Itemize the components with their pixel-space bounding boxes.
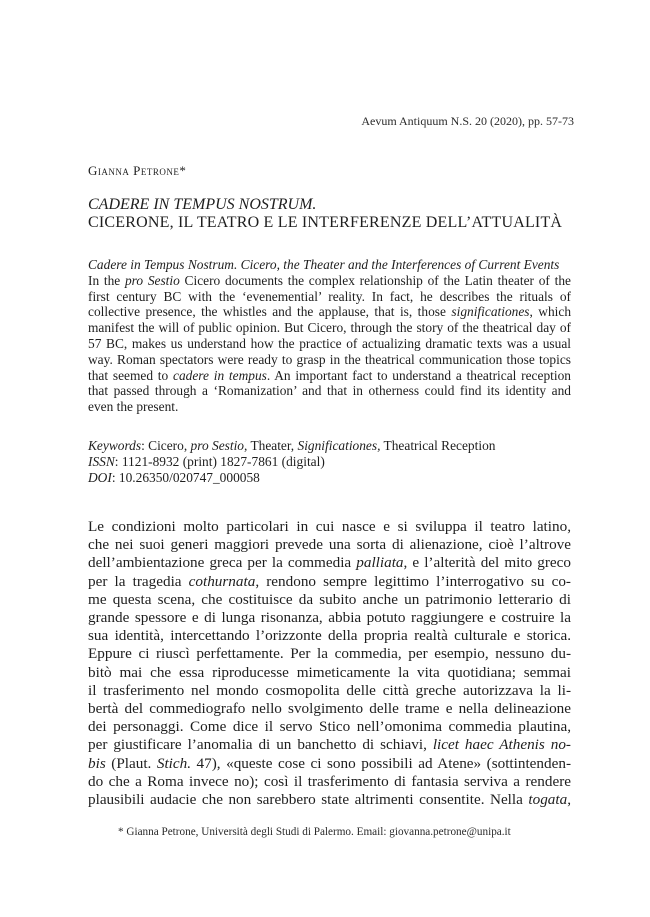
abstract-seg: , which manifest the will of public opinion. But Cicero, through the story of the theatrical day of 57 BC, makes us understand how the practice of actualizing dramatic texts was a usual way. Roman spectators were ready to grasp in the theatrical communication those topics that seemed to [88,304,572,383]
body-line: do che a Roma invece no); così il trasferimento di fantasia serviva a rendere [88,772,571,790]
abstract-seg: In the [88,272,125,288]
abstract-italic: cadere in tempus [173,367,267,383]
abstract-seg: Cicero documents the complex relationship of the Latin theater of the first century BC with the ‘evenemential’ reality. In fact, he describes the rituals of collective presence, the whistles and the applause, that is, those [88,272,571,320]
keywords-line [88,438,571,454]
keywords-seg: , Theater, [244,438,298,453]
doi-value: : 10.26350/020747_000058 [111,469,260,485]
abstract-text [88,273,571,414]
issn-label: ISSN [88,453,115,469]
body-seg: (Plaut. [105,754,157,772]
body-seg: , [567,791,571,809]
body-line: bertà del commediografo nello svolgimento delle trame e nella delineazione [88,700,571,718]
body-seg: per la tragedia [88,572,189,590]
body-line: dei personaggi. Come dice il servo Stico nell’omonima commedia plautina, [88,718,571,736]
body-seg: plausibili audacie che non sarebbero state altrimenti consentite. Nella [88,791,529,809]
keywords-seg: Theatrical Reception [380,438,496,453]
body-italic: palliata [356,554,404,572]
body-line: grande spessore e di lunga risonanza, abbia potuto raggiungere e costruire la [88,609,571,627]
body-line: sua identità, intercettando l’orizzonte della propria realtà culturale e storica. [88,627,571,645]
abstract-italic: pro Sestio [124,272,180,288]
issn-line [88,454,571,470]
keywords-italic: pro Sestio [190,438,244,453]
article-metadata [88,438,571,485]
body-line [88,573,571,591]
body-line: bitò mai che essa riproducesse mimeticamente la vita quotidiana; semmai [88,663,571,681]
issn-value: : 1121-8932 (print) 1827-7861 (digital) [114,453,325,469]
body-seg: 47), «queste cose ci sono possibili ad Atene» (sottintenden- [191,754,571,772]
keywords-label: Keywords [88,438,142,453]
body-seg: , rendono sempre legittimo l’interrogativo su co- [255,572,571,590]
body-line: che nei suoi generi maggiori prevede una sorta di alienazione, cioè l’altrove [88,536,571,554]
body-seg: , e l’alterità del mito greco [403,554,571,572]
body-line: il trasferimento nel mondo cosmopolita delle città greche autorizzava la li- [88,681,571,699]
title-main-line: CICERONE, IL TEATRO E LE INTERFERENZE DELL’ATTUALITÀ [88,214,563,231]
body-italic: cothurnata [188,572,256,590]
body-line [88,755,571,773]
body-italic: togata [528,791,568,809]
doi-label: DOI [88,469,112,485]
keywords-seg: : Cicero, [141,438,191,453]
body-line: me questa scena, che costituisce da subito anche un patrimonio letterario di [88,590,571,608]
body-italic: bis [88,754,106,772]
body-line [88,554,571,572]
body-line [88,791,571,809]
abstract-italic: significationes [451,304,530,320]
title-italic-line: CADERE IN TEMPUS NOSTRUM. [88,196,317,213]
abstract-title: Cadere in Tempus Nostrum. Cicero, the Theater and the Interferences of Current Events [88,257,560,272]
footnote: * Gianna Petrone, Università degli Studi di Palermo. Email: giovanna.petrone@unipa.it [118,826,511,838]
body-seg: per giustificare l’anomalia di un banchetto di schiavi, [88,736,433,754]
body-line [88,736,571,754]
author-name: Gianna Petrone* [88,163,187,178]
body-italic: Stich. [156,754,192,772]
doi-line [88,470,571,486]
body-line: Le condizioni molto particolari in cui nasce e si sviluppa il teatro latino, [88,518,571,535]
journal-citation: Aevum Antiquum N.S. 20 (2020), pp. 57-73 [361,114,574,128]
article-title [88,196,578,232]
body-text [88,518,571,809]
abstract [88,257,571,415]
abstract-seg: . An important fact to understand a theatrical reception that passed through a ‘Romanization’ and that in otherness could find its identity and even the present. [88,367,571,415]
body-seg: dell’ambientazione greca per la commedia [88,554,357,572]
body-line: Eppure ci riuscì perfettamente. Per la commedia, per esempio, nessuno du- [88,645,571,663]
body-italic: licet haec Athenis no- [432,736,571,754]
keywords-italic: Significationes, [297,438,381,453]
